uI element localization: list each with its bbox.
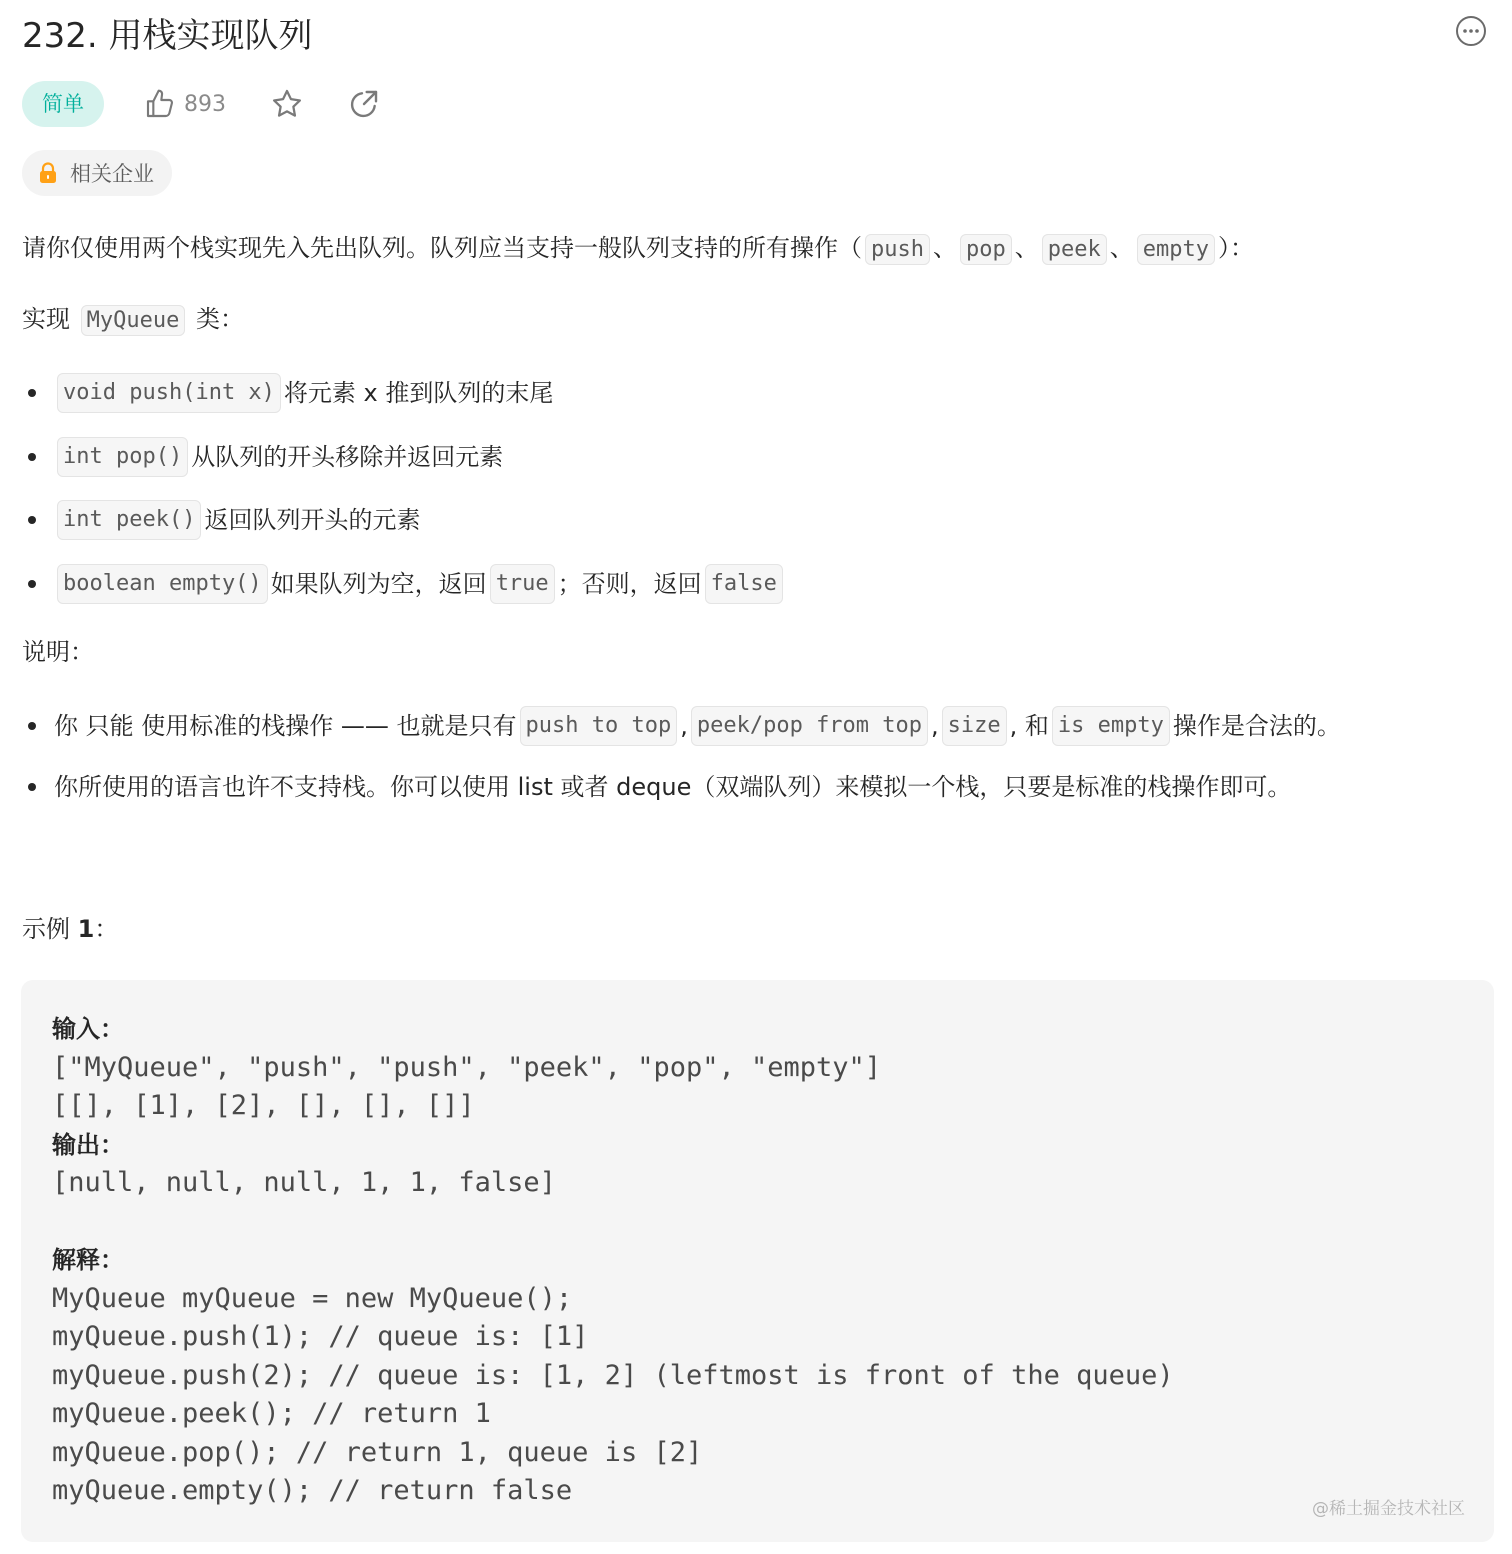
method-signature: boolean empty() bbox=[57, 564, 268, 604]
note-separator: , bbox=[680, 712, 688, 740]
related-companies-label: 相关企业 bbox=[70, 162, 154, 186]
method-description: 将元素 x 推到队列的末尾 bbox=[283, 379, 554, 407]
method-description: 从队列的开头移除并返回元素 bbox=[191, 443, 504, 471]
op-separator: 、 bbox=[932, 234, 957, 262]
impl-suffix: 类： bbox=[188, 305, 244, 333]
bullet bbox=[28, 516, 36, 524]
input-label: 输入： bbox=[52, 1015, 124, 1043]
ellipsis-circle-icon bbox=[1455, 15, 1487, 47]
intro-text: 请你仅使用两个栈实现先入先出队列。队列应当支持一般队列支持的所有操作（ bbox=[22, 234, 862, 262]
method-signature: int pop() bbox=[57, 437, 188, 477]
op-push: push bbox=[865, 234, 930, 265]
op-empty: empty bbox=[1137, 234, 1215, 265]
input-line: ["MyQueue", "push", "push", "peek", "pop", "empty"] bbox=[52, 1051, 882, 1083]
problem-toolbar bbox=[22, 81, 380, 127]
output-line: [null, null, null, 1, 1, false] bbox=[52, 1167, 556, 1198]
note-separator: , bbox=[931, 712, 939, 740]
note-item bbox=[22, 770, 1291, 804]
op-push-to-top: push to top bbox=[520, 706, 678, 746]
problem-intro bbox=[22, 231, 1254, 267]
related-companies-tag[interactable] bbox=[22, 150, 172, 196]
bullet bbox=[28, 580, 36, 588]
note-item bbox=[22, 706, 1341, 746]
example-heading-suffix: ： bbox=[94, 915, 119, 943]
note-separator: , 和 bbox=[1009, 712, 1049, 740]
method-item bbox=[22, 500, 420, 540]
bullet bbox=[28, 453, 36, 461]
note-text-end: 操作是合法的。 bbox=[1172, 712, 1341, 740]
implement-line bbox=[22, 302, 244, 338]
like-count: 893 bbox=[184, 91, 226, 117]
example-heading-prefix: 示例 bbox=[22, 915, 78, 943]
problem-title: 232. 用栈实现队列 bbox=[22, 16, 313, 56]
op-separator: 、 bbox=[1014, 234, 1039, 262]
impl-prefix: 实现 bbox=[22, 305, 78, 333]
explain-line: myQueue.pop(); // return 1, queue is [2] bbox=[52, 1436, 703, 1468]
op-pop: pop bbox=[960, 234, 1012, 265]
example-number: 1 bbox=[77, 915, 95, 943]
favorite-button[interactable] bbox=[270, 87, 304, 121]
more-options-button[interactable] bbox=[1455, 15, 1487, 47]
lock-icon bbox=[38, 162, 58, 184]
watermark: @稀土掘金技术社区 bbox=[1312, 1499, 1465, 1519]
method-signature: void push(int x) bbox=[57, 373, 281, 413]
op-separator: 、 bbox=[1109, 234, 1134, 262]
share-icon bbox=[348, 88, 380, 120]
true-literal: true bbox=[490, 564, 555, 604]
bullet bbox=[28, 722, 36, 730]
explain-line: myQueue.push(2); // queue is: [1, 2] (leftmost is front of the queue) bbox=[52, 1359, 1174, 1391]
example-heading bbox=[22, 912, 118, 946]
explain-line: myQueue.push(1); // queue is: [1] bbox=[52, 1321, 589, 1352]
intro-end: ）： bbox=[1217, 234, 1254, 262]
method-item bbox=[22, 564, 786, 604]
like-button[interactable] bbox=[144, 88, 226, 120]
method-item bbox=[22, 437, 503, 477]
op-peek: peek bbox=[1042, 234, 1107, 265]
method-item bbox=[22, 373, 553, 413]
method-signature: int peek() bbox=[57, 500, 201, 540]
explain-line: MyQueue myQueue = new MyQueue(); bbox=[52, 1282, 573, 1314]
note-text: 你 只能 使用标准的栈操作 —— 也就是只有 bbox=[54, 712, 517, 740]
example-content bbox=[52, 1010, 1174, 1511]
method-description: 如果队列为空，返回 bbox=[270, 570, 487, 598]
explain-label: 解释： bbox=[52, 1246, 124, 1274]
notes-heading: 说明： bbox=[22, 638, 94, 666]
op-is-empty: is empty bbox=[1052, 706, 1170, 746]
explain-line: myQueue.empty(); // return false bbox=[52, 1475, 573, 1506]
input-line: [[], [1], [2], [], [], []] bbox=[52, 1090, 475, 1121]
method-description-else: ；否则，返回 bbox=[557, 570, 702, 598]
explain-line: myQueue.peek(); // return 1 bbox=[52, 1398, 491, 1429]
share-button[interactable] bbox=[348, 88, 380, 120]
bullet bbox=[28, 389, 36, 397]
note-text: 你所使用的语言也许不支持栈。你可以使用 list 或者 deque（双端队列）来模拟一个栈，只要是标准的栈操作即可。 bbox=[54, 773, 1292, 801]
difficulty-badge: 简单 bbox=[22, 81, 104, 127]
false-literal: false bbox=[705, 564, 783, 604]
thumbs-up-icon bbox=[144, 88, 176, 120]
class-name: MyQueue bbox=[81, 305, 186, 336]
star-icon bbox=[270, 87, 304, 121]
op-peek-pop-from-top: peek/pop from top bbox=[691, 706, 928, 746]
bullet bbox=[28, 783, 36, 791]
output-label: 输出： bbox=[52, 1130, 124, 1159]
method-description: 返回队列开头的元素 bbox=[204, 506, 421, 534]
op-size: size bbox=[942, 706, 1007, 746]
